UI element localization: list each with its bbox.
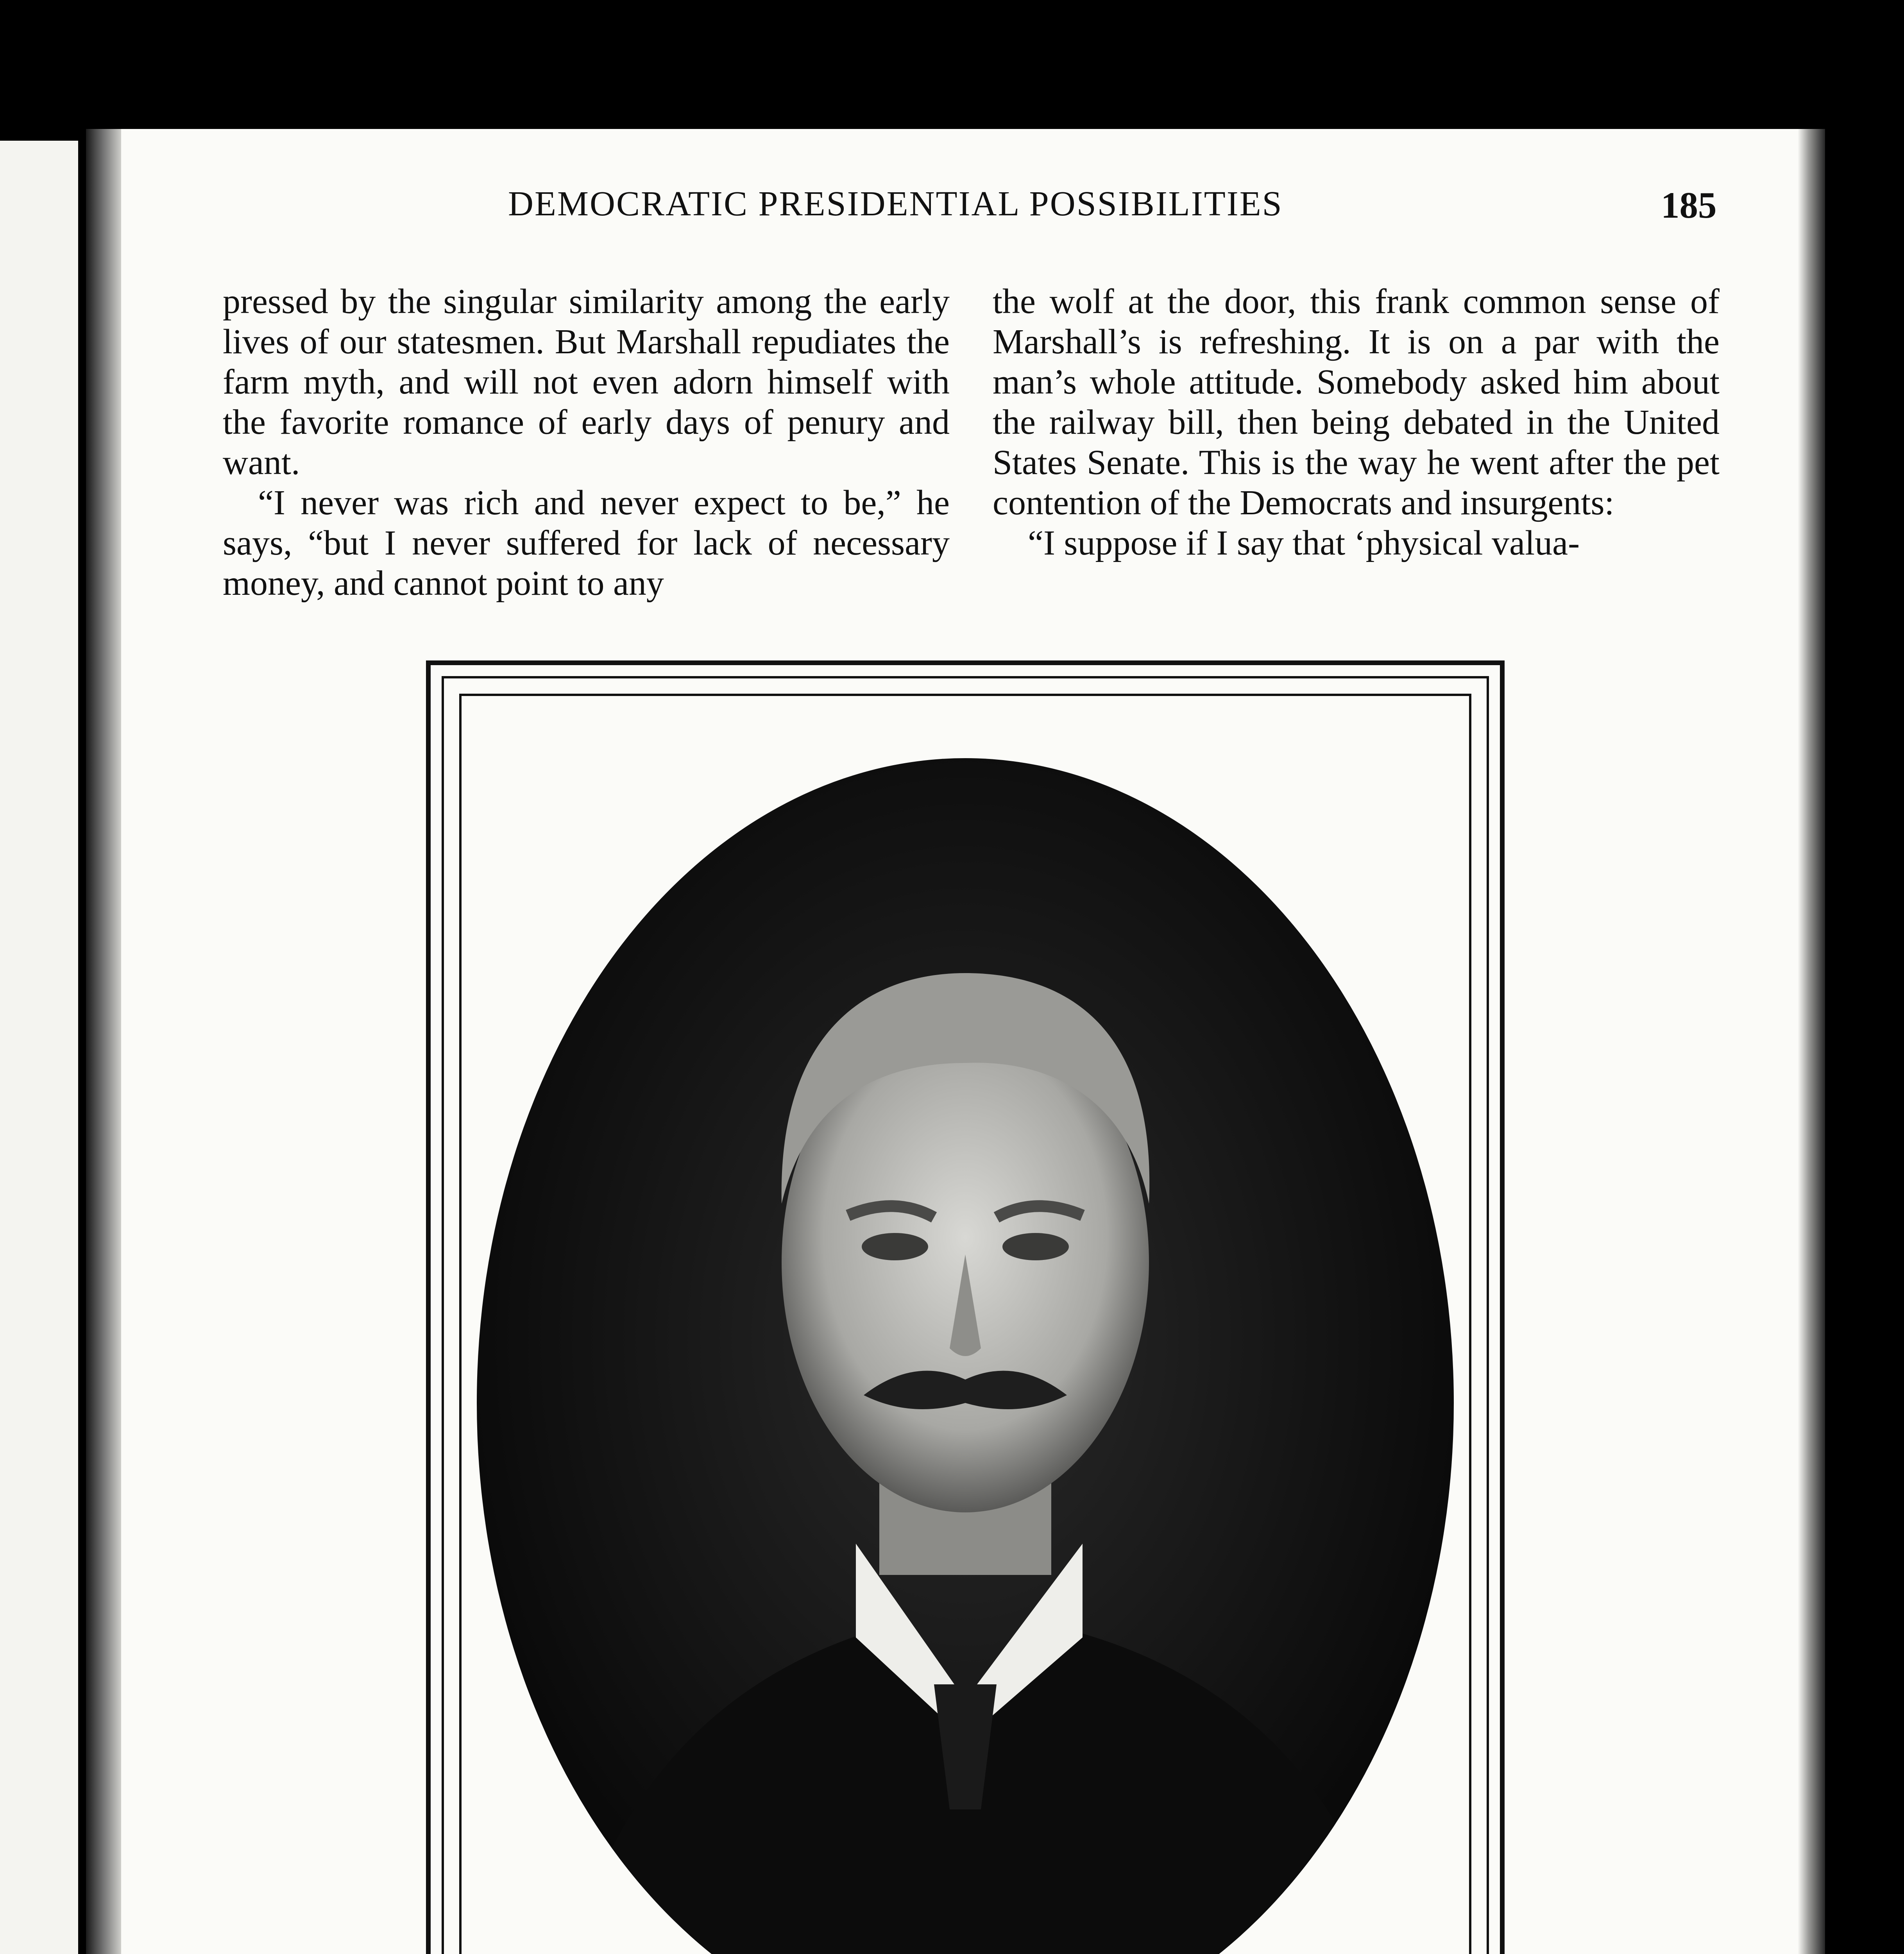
paragraph: pressed by the singular similarity among the early lives of our statesmen. But Marshall repudiates the farm myth, and will not even adorn himself with the favorite romance of early days of penury and want. [223,282,950,482]
text-column-top-left [223,281,950,603]
paragraph: the wolf at the door, this frank common sense of Marshall’s is refreshing. It is on a par with the man’s whole attitude. Somebody asked him about the railway bill, then being debated in the United States Senate. This is the way he went after the pet contention of the Democrats and insurgents: [993,282,1720,522]
paragraph: “I suppose if I say that ‘physical valua- [1028,524,1580,562]
running-head: DEMOCRATIC PRESIDENTIAL POSSIBILITIES [508,184,1283,223]
paragraph: “I never was rich and never expect to be,” he says, “but I never suffered for lack of necessary money, and cannot point to any [223,483,950,603]
facing-page-edge [0,141,78,1954]
book-gutter [86,129,121,1954]
page-edge [1798,129,1825,1954]
portrait-photograph [473,754,1458,1954]
page-number: 185 [1661,184,1717,226]
text-column-top-right [993,281,1720,563]
